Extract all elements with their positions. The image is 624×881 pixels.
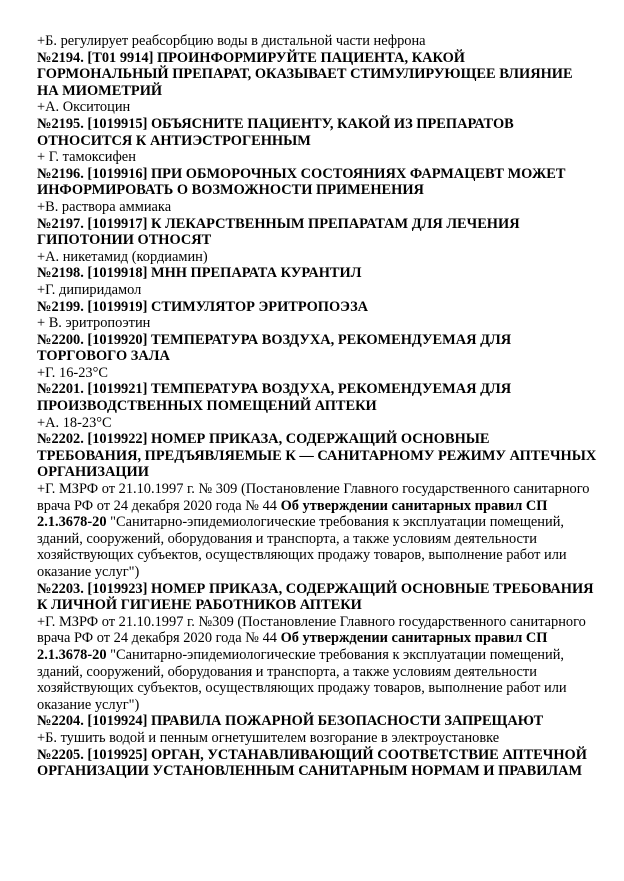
answer-line: +А. никетамид (кордиамин) [37, 248, 208, 265]
question-heading: №2200. [1019920] ТЕМПЕРАТУРА ВОЗДУХА, РЕКОМЕНДУЕМАЯ ДЛЯ ТОРГОВОГО ЗАЛА [37, 331, 512, 365]
document-page [37, 33, 597, 780]
answer-line: +Г. дипиридамол [37, 281, 142, 298]
question-heading: №2201. [1019921] ТЕМПЕРАТУРА ВОЗДУХА, РЕКОМЕНДУЕМАЯ ДЛЯ ПРОИЗВОДСТВЕННЫХ ПОМЕЩЕНИЙ АПТЕКИ [37, 381, 512, 415]
question-heading: №2205. [1019925] ОРГАН, УСТАНАВЛИВАЮЩИЙ СООТВЕТСТВИЕ АПТЕЧНОЙ ОРГАНИЗАЦИИ УСТАНОВЛЕННЫМ САНИТАРНЫМ НОРМАМ И ПРАВИЛАМ [37, 746, 587, 780]
answer-text-bold: Об утверждении санитарных правил СП 2.1.3678-20 [37, 497, 548, 531]
answer-line: +Б. тушить водой и пенным огнетушителем возгорание в электроустановке [37, 729, 500, 746]
answer-text-before: +Г. МЗРФ от 21.10.1997 г. №309 (Постановление Главного государственного санитарного врача РФ от 24 декабря 2020 года № 44 [37, 613, 586, 647]
answer-line: +А. 18-23°С [37, 414, 112, 431]
answer-line: + В. эритропоэтин [37, 315, 151, 332]
question-heading: №2197. [1019917] К ЛЕКАРСТВЕННЫМ ПРЕПАРАТАМ ДЛЯ ЛЕЧЕНИЯ ГИПОТОНИИ ОТНОСЯТ [37, 215, 520, 249]
answer-paragraph [37, 481, 597, 581]
answer-text-bold: Об утверждении санитарных правил СП 2.1.3678-20 [37, 630, 548, 663]
answer-text-after: "Санитарно-эпидемиологические требования к эксплуатации помещений, зданий, сооружений, оборудования и транспорта, а также условиям деятельности хозяйствующих субъектов, осуществляющих продажу товаров, выполнение работ или оказание услуг") [37, 646, 567, 713]
answer-line: +Б. регулирует реабсорбцию воды в дистальной части нефрона [37, 33, 426, 49]
answer-text-before: +Г. МЗРФ от 21.10.1997 г. № 309 (Постановление Главного государственного санитарного врача РФ от 24 декабря 2020 года № 44 [37, 481, 590, 514]
question-heading: №2203. [1019923] НОМЕР ПРИКАЗА, СОДЕРЖАЩИЙ ОСНОВНЫЕ ТРЕБОВАНИЯ К ЛИЧНОЙ ГИГИЕНЕ РАБОТНИКОВ АПТЕКИ [37, 580, 594, 614]
answer-line: + Г. тамоксифен [37, 149, 136, 166]
answer-line: +Г. 16-23°С [37, 364, 108, 381]
question-heading: №2204. [1019924] ПРАВИЛА ПОЖАРНОЙ БЕЗОПАСНОСТИ ЗАПРЕЩАЮТ [37, 713, 544, 730]
question-heading: №2199. [1019919] СТИМУЛЯТОР ЭРИТРОПОЭЗА [37, 298, 369, 315]
question-heading: №2202. [1019922] НОМЕР ПРИКАЗА, СОДЕРЖАЩИЙ ОСНОВНЫЕ ТРЕБОВАНИЯ, ПРЕДЪЯВЛЯЕМЫЕ К — САНИТАРНОМУ РЕЖИМУ АПТЕЧНЫХ ОРГАНИЗАЦИИ [37, 431, 597, 481]
answer-line: +А. Окситоцин [37, 99, 131, 116]
question-heading: №2196. [1019916] ПРИ ОБМОРОЧНЫХ СОСТОЯНИЯХ ФАРМАЦЕВТ МОЖЕТ ИНФОРМИРОВАТЬ О ВОЗМОЖНОСТИ ПРИМЕНЕНИЯ [37, 165, 566, 199]
answer-line: +В. раствора аммиака [37, 198, 172, 215]
question-heading: №2198. [1019918] МНН ПРЕПАРАТА КУРАНТИЛ [37, 265, 362, 282]
answer-text-after: "Санитарно-эпидемиологические требования к эксплуатации помещений, зданий, сооружений, оборудования и транспорта, а также условиям деятельности хозяйствующих субъектов, осуществляющих продажу товаров, выполнение работ или оказание услуг") [37, 514, 567, 580]
answer-paragraph [37, 614, 597, 714]
question-heading: №2195. [1019915] ОБЪЯСНИТЕ ПАЦИЕНТУ, КАКОЙ ИЗ ПРЕПАРАТОВ ОТНОСИТСЯ К АНТИЭСТРОГЕННЫМ [37, 115, 514, 149]
question-heading: №2194. [Т01 9914] ПРОИНФОРМИРУЙТЕ ПАЦИЕНТА, КАКОЙ ГОРМОНАЛЬНЫЙ ПРЕПАРАТ, ОКАЗЫВАЕТ СТИМУЛИРУЮЩЕЕ ВЛИЯНИЕ НА МИОМЕТРИЙ [37, 49, 573, 99]
